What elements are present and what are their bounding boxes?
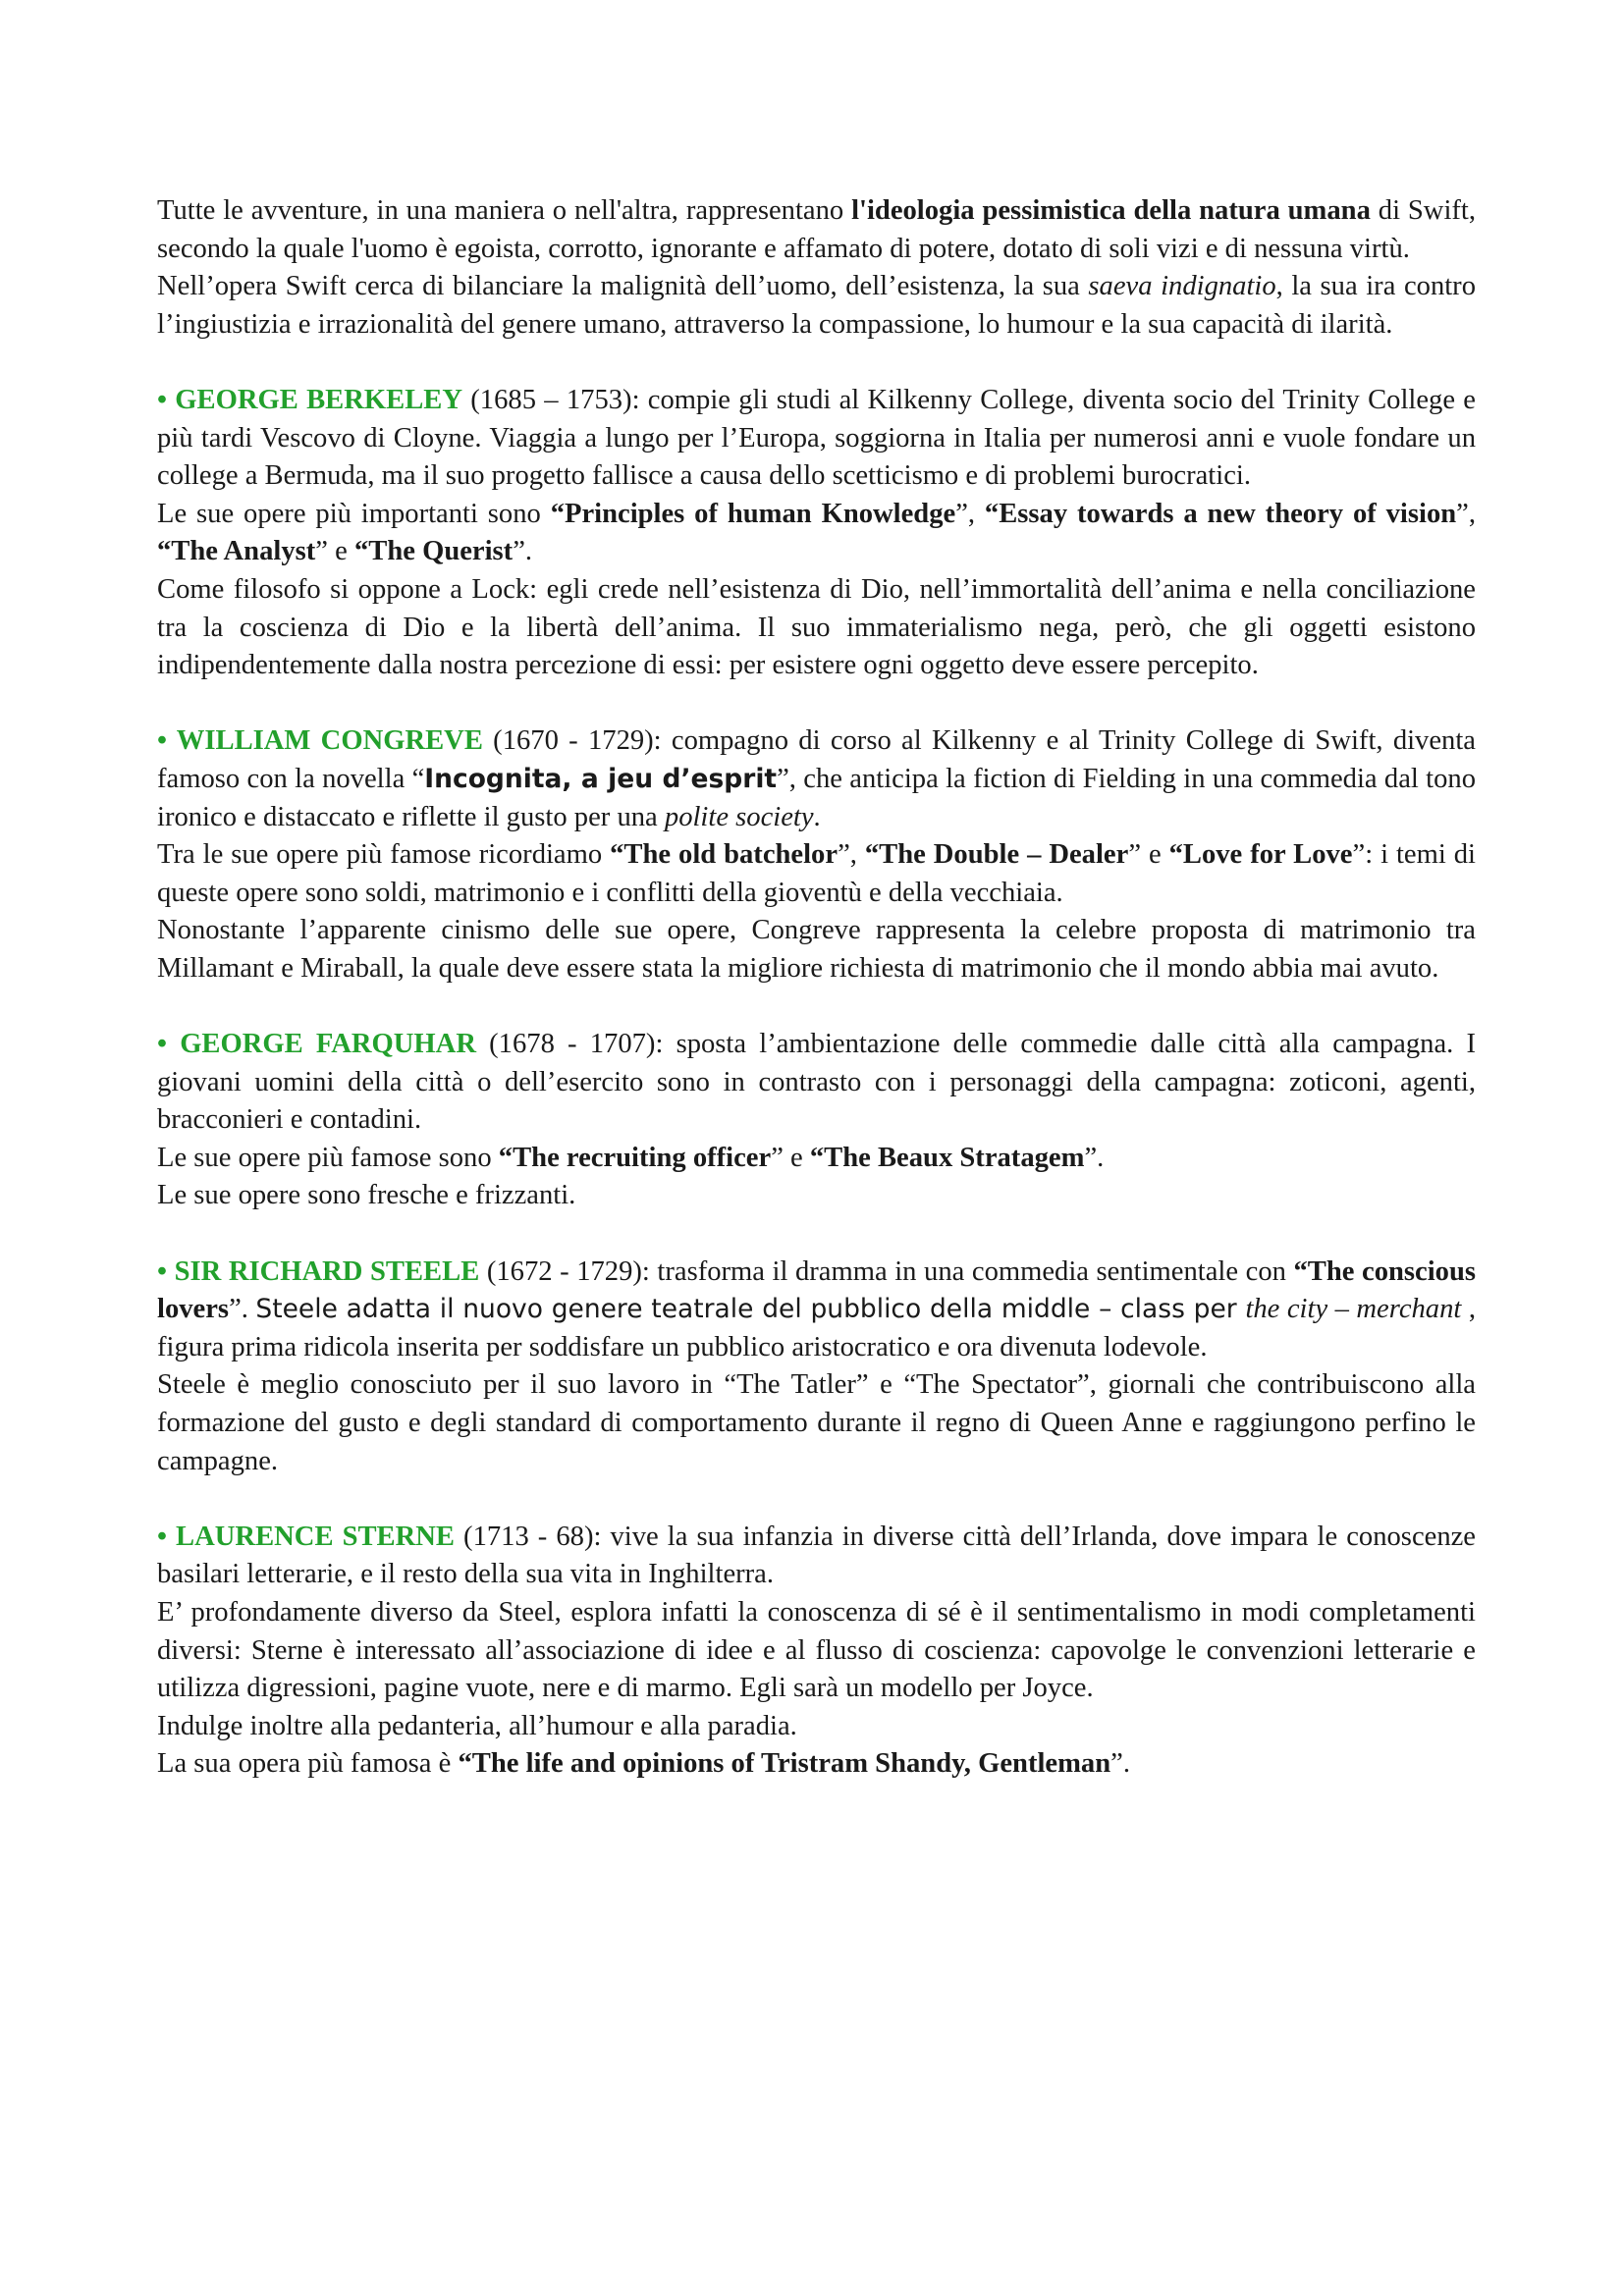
- text-run: (1678 - 1707): sposta l’ambientazione delle commedie dalle città alla campagna. I giovani uomini della città o dell’esercito sono in contrasto con i personaggi della campagna: zoticoni, agenti, bracconieri e contadini.: [157, 1029, 1476, 1136]
- section-paragraph: [157, 382, 1476, 496]
- section-paragraph: [157, 1254, 1476, 1367]
- section-paragraph: [157, 1026, 1476, 1140]
- text-run: ”,: [955, 498, 985, 529]
- italic-text: the city – merchant: [1245, 1294, 1462, 1325]
- text-run: ”.: [229, 1294, 256, 1325]
- text-run: ”,: [838, 839, 865, 871]
- document-body: [157, 192, 1476, 1784]
- section-paragraph: [157, 1745, 1476, 1784]
- section-paragraph: [157, 1140, 1476, 1178]
- text-run: Nonostante l’apparente cinismo delle sue opere, Congreve rappresenta la celebre proposta di matrimonio tra Millamant e Miraball, la quale deve essere stata la migliore richiesta di matrimonio che il mondo abbia mai avuto.: [157, 915, 1476, 984]
- section-berkeley: [157, 382, 1476, 685]
- text-run: .: [813, 801, 821, 832]
- section-gap: [157, 685, 1476, 723]
- section-paragraph: [157, 571, 1476, 685]
- section-paragraph: [157, 1708, 1476, 1746]
- bold-title: “Principles of human Knowledge: [550, 498, 956, 529]
- text-run: Come filosofo si oppone a Lock: egli crede nell’esistenza di Dio, nell’immortalità dell’anima e nella conciliazione tra la coscienza di Dio e la libertà dell’anima. Il suo immaterialismo nega, però, che gli oggetti esistono indipendentemente dalla nostra percezione di essi: per esistere ogni oggetto deve essere percepito.: [157, 573, 1476, 681]
- bold-title: “The Analyst: [157, 536, 316, 567]
- text-run: (1713 - 68): vive la sua infanzia in diverse città dell’Irlanda, dove impara le conoscenze basilari letterarie, e il resto della sua vita in Inghilterra.: [157, 1521, 1477, 1590]
- section-paragraph: [157, 836, 1476, 912]
- section-paragraph: [157, 722, 1476, 836]
- section-paragraph: [157, 912, 1476, 988]
- text-run: ” e: [315, 536, 354, 567]
- section-farquhar: [157, 1026, 1476, 1215]
- text-run: Indulge inoltre alla pedanteria, all’humour e alla paradia.: [157, 1710, 797, 1741]
- section-gap: [157, 988, 1476, 1026]
- text-run: ” e: [771, 1142, 810, 1173]
- section-sterne: [157, 1519, 1476, 1784]
- section-gap: [157, 1215, 1476, 1254]
- text-run: ”,: [1456, 498, 1476, 529]
- section-paragraph: [157, 1594, 1476, 1708]
- bold-title: “Love for Love: [1168, 839, 1353, 871]
- section-paragraph: [157, 1519, 1476, 1594]
- text-run: ” e: [1128, 839, 1169, 871]
- bold-title: “The old batchelor: [610, 839, 839, 871]
- bold-title: “The conscious lovers: [157, 1255, 1476, 1325]
- bold-title: “The life and opinions of Tristram Shandy, Gentleman: [458, 1748, 1111, 1780]
- text-run: Nell’opera Swift cerca di bilanciare la malignità dell’uomo, dell’esistenza, la sua: [157, 271, 1089, 302]
- text-run: ”: i temi di queste opere sono soldi, matrimonio e i conflitti della gioventù e della vecchiaia.: [157, 839, 1476, 908]
- bold-title: “The recruiting officer: [498, 1142, 772, 1173]
- text-run: Le sue opere sono fresche e frizzanti.: [157, 1180, 576, 1211]
- text-run: Tutte le avventure, in una maniera o nell'altra, rappresentano: [157, 195, 852, 226]
- text-run: ”.: [1084, 1142, 1105, 1173]
- section-steele: [157, 1254, 1476, 1481]
- author-heading: • WILLIAM CONGREVE: [157, 725, 483, 757]
- author-heading: • SIR RICHARD STEELE: [157, 1255, 480, 1287]
- bold-title: “The Querist: [353, 536, 514, 567]
- text-run: ”, che anticipa la fiction di Fielding in una commedia dal tono ironico e distaccato e riflette il gusto per una: [157, 763, 1477, 832]
- text-run: Tra le sue opere più famose ricordiamo: [157, 839, 611, 871]
- bold-title: “Essay towards a new theory of vision: [984, 498, 1457, 529]
- section-gap: [157, 344, 1476, 382]
- section-congreve: [157, 722, 1476, 988]
- section-paragraph: [157, 1177, 1476, 1215]
- text-run: (1672 - 1729): trasforma il dramma in una commedia sentimentale con: [479, 1255, 1294, 1287]
- author-heading: • GEORGE FARQUHAR: [157, 1029, 476, 1060]
- bold-title: l'ideologia pessimistica della natura umana: [851, 195, 1371, 226]
- text-run: Steele adatta il nuovo genere teatrale del pubblico della middle – class per: [255, 1294, 1246, 1325]
- bold-title: “The Beaux Stratagem: [809, 1142, 1085, 1173]
- text-run: (1685 – 1753): compie gli studi al Kilkenny College, diventa socio del Trinity College e più tardi Vescovo di Cloyne. Viaggia a lungo per l’Europa, soggiorna in Italia per numerosi anni e vuole fondare un college a Bermuda, ma il suo progetto fallisce a causa dello scetticismo e di problemi burocratici.: [157, 384, 1476, 492]
- section-gap: [157, 1480, 1476, 1519]
- text-run: ”.: [1110, 1748, 1130, 1780]
- text-run: E’ profondamente diverso da Steel, esplora infatti la conoscenza di sé è il sentimentalismo in modi completamenti diversi: Sterne è interessato all’associazione di idee e al flusso di coscienza: capovolge le convenzioni letterarie e utilizza digressioni, pagine vuote, nere e di marmo. Egli sarà un modello per Joyce.: [157, 1596, 1476, 1704]
- bold-title: Incognita, a jeu d’esprit: [424, 763, 778, 794]
- text-run: , figura prima ridicola inserita per soddisfare un pubblico aristocratico e ora divenuta lodevole.: [157, 1294, 1476, 1362]
- intro-paragraph: [157, 268, 1476, 344]
- text-run: Le sue opere più importanti sono: [157, 498, 551, 529]
- text-run: ”.: [513, 536, 533, 567]
- text-run: , la sua ira contro l’ingiustizia e irrazionalità del genere umano, attraverso la compassione, lo humour e la sua capacità di ilarità.: [157, 271, 1476, 340]
- text-run: Le sue opere più famose sono: [157, 1142, 499, 1173]
- author-heading: • GEORGE BERKELEY: [157, 384, 462, 415]
- italic-text: saeva indignatio: [1088, 271, 1276, 302]
- author-heading: • LAURENCE STERNE: [157, 1521, 455, 1552]
- section-paragraph: [157, 496, 1476, 571]
- text-run: di Swift, secondo la quale l'uomo è egoista, corrotto, ignorante e affamato di potere, dotato di soli vizi e di nessuna virtù.: [157, 195, 1477, 264]
- italic-text: polite society: [664, 801, 814, 832]
- text-run: (1670 - 1729): compagno di corso al Kilkenny e al Trinity College di Swift, diventa famoso con la novella “: [157, 725, 1476, 794]
- intro-paragraph: [157, 192, 1476, 268]
- section-paragraph: [157, 1366, 1476, 1480]
- text-run: Steele è meglio conosciuto per il suo lavoro in “The Tatler” e “The Spectator”, giornali che contribuiscono alla formazione del gusto e degli standard di comportamento durante il regno di Queen Anne e raggiungono perfino le campagne.: [157, 1369, 1476, 1476]
- bold-title: “The Double – Dealer: [864, 839, 1129, 871]
- text-run: La sua opera più famosa è: [157, 1748, 459, 1780]
